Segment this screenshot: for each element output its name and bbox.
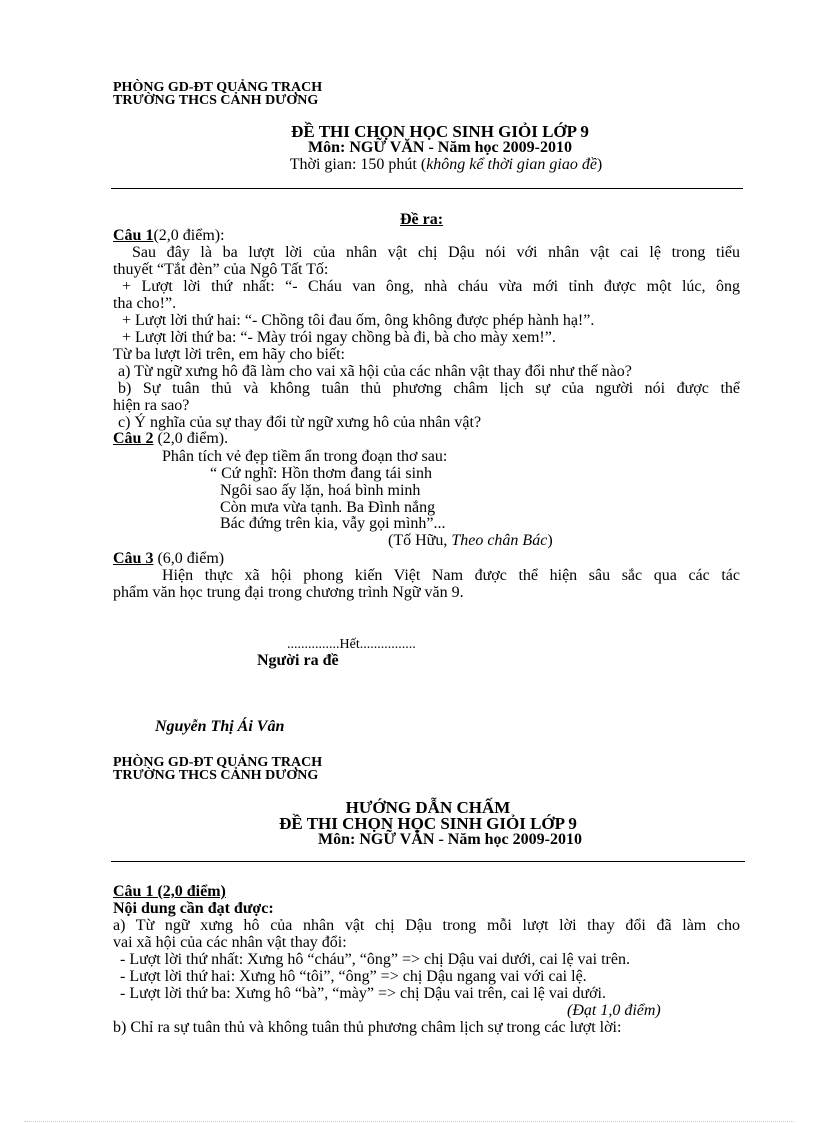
guide-divider bbox=[111, 861, 745, 862]
answer-b-question: b) Chỉ ra sự tuân thủ và không tuân thủ phương châm lịch sự trong các lượt lời: bbox=[113, 1019, 622, 1036]
answer-a-line1: a) Từ ngữ xưng hô của nhân vật chị Dậu trong mỗi lượt lời thay đổi đã làm cho bbox=[113, 917, 740, 934]
answer-bullet-1: - Lượt lời thứ nhất: Xưng hô “cháu”, “ông” => chị Dậu vai dưới, cai lệ vai trên. bbox=[120, 951, 630, 968]
question-2-heading: Câu 2 (2,0 điểm). bbox=[113, 430, 229, 447]
q1-part-c: c) Ý nghĩa của sự thay đổi từ ngữ xưng hô của nhân vật? bbox=[118, 414, 482, 431]
q1-turn-1-line2: tha cho!”. bbox=[113, 295, 177, 312]
q3-line1: Hiện thực xã hội phong kiến Việt Nam được thể hiện sâu sắc qua các tác bbox=[162, 567, 740, 584]
author-label: Người ra đề bbox=[257, 652, 339, 669]
page-bottom-edge bbox=[24, 1121, 794, 1122]
exam-heading: Đề ra: bbox=[400, 211, 444, 228]
answer-q1-heading: Câu 1 (2,0 điểm) bbox=[113, 883, 226, 900]
poem-line-1: “ Cứ nghĩ: Hồn thơm đang tái sinh bbox=[210, 465, 433, 482]
exam-subject: Môn: NGỮ VĂN - Năm học 2009-2010 bbox=[308, 139, 572, 156]
guide-title: HƯỚNG DẪN CHẤM bbox=[345, 798, 511, 817]
q1-part-a: a) Từ ngữ xưng hô đã làm cho vai xã hội của các nhân vật thay đổi như thế nào? bbox=[118, 363, 632, 380]
question-1-heading: Câu 1(2,0 điểm): bbox=[113, 227, 225, 244]
school-name: TRƯỜNG THCS CẢNH DƯƠNG bbox=[113, 93, 319, 108]
exam-title: ĐỀ THI CHỌN HỌC SINH GIỎI LỚP 9 bbox=[291, 122, 589, 141]
guide-subject: Môn: NGỮ VĂN - Năm học 2009-2010 bbox=[318, 831, 582, 848]
q1-turn-3: + Lượt lời thứ ba: “- Mày trói ngay chồng bà đi, bà cho mày xem!”. bbox=[122, 329, 556, 346]
answer-score: (Đạt 1,0 điểm) bbox=[567, 1002, 661, 1019]
answer-bullet-3: - Lượt lời thứ ba: Xưng hô “bà”, “mày” => chị Dậu vai trên, cai lệ vai dưới. bbox=[120, 985, 606, 1002]
question-3-heading: Câu 3 (6,0 điểm) bbox=[113, 550, 225, 567]
poem-line-3: Còn mưa vừa tạnh. Ba Đình nắng bbox=[220, 499, 436, 516]
exam-time: Thời gian: 150 phút (không kể thời gian giao đề) bbox=[289, 156, 603, 173]
guide-exam-title: ĐỀ THI CHỌN HỌC SINH GIỎI LỚP 9 bbox=[279, 814, 577, 833]
q1-intro-line1: Sau đây là ba lượt lời của nhân vật chị Dậu nói với nhân vật cai lệ trong tiểu bbox=[132, 244, 740, 261]
end-marker: ...............Hết................ bbox=[287, 637, 416, 652]
q2-intro: Phân tích vẻ đẹp tiềm ẩn trong đoạn thơ sau: bbox=[162, 448, 448, 465]
q1-turn-1-line1: + Lượt lời thứ nhất: “- Cháu van ông, nhà cháu vừa mới tỉnh được một lúc, ông bbox=[122, 278, 740, 295]
header-divider bbox=[111, 188, 743, 189]
q1-part-b-line1: b) Sự tuân thủ và không tuân thủ phương châm lịch sự của người nói được thể bbox=[118, 380, 740, 397]
answer-a-line2: vai xã hội của các nhân vật thay đổi: bbox=[113, 934, 347, 951]
school-name-2: TRƯỜNG THCS CẢNH DƯƠNG bbox=[113, 768, 319, 783]
q1-intro-line2: thuyết “Tắt đèn” của Ngô Tất Tố: bbox=[113, 261, 329, 278]
q3-line2: phẩm văn học trung đại trong chương trình Ngữ văn 9. bbox=[113, 584, 464, 601]
author-name: Nguyễn Thị Ái Vân bbox=[155, 718, 285, 735]
answer-bullet-2: - Lượt lời thứ hai: Xưng hô “tôi”, “ông” => chị Dậu ngang vai với cai lệ. bbox=[120, 968, 587, 985]
poem-source: (Tố Hữu, Theo chân Bác) bbox=[388, 532, 553, 549]
school-department-2: PHÒNG GD-ĐT QUẢNG TRẠCH bbox=[113, 755, 323, 770]
school-department: PHÒNG GD-ĐT QUẢNG TRẠCH bbox=[113, 80, 323, 95]
answer-requirement: Nội dung cần đạt được: bbox=[113, 900, 274, 917]
poem-line-2: Ngôi sao ấy lặn, hoá bình minh bbox=[220, 482, 421, 499]
q1-ask: Từ ba lượt lời trên, em hãy cho biết: bbox=[113, 346, 345, 363]
q1-turn-2: + Lượt lời thứ hai: “- Chồng tôi đau ốm, ông không được phép hành hạ!”. bbox=[122, 312, 595, 329]
poem-line-4: Bác đứng trên kia, vẫy gọi mình”... bbox=[220, 515, 446, 532]
q1-part-b-line2: hiện ra sao? bbox=[113, 397, 190, 414]
